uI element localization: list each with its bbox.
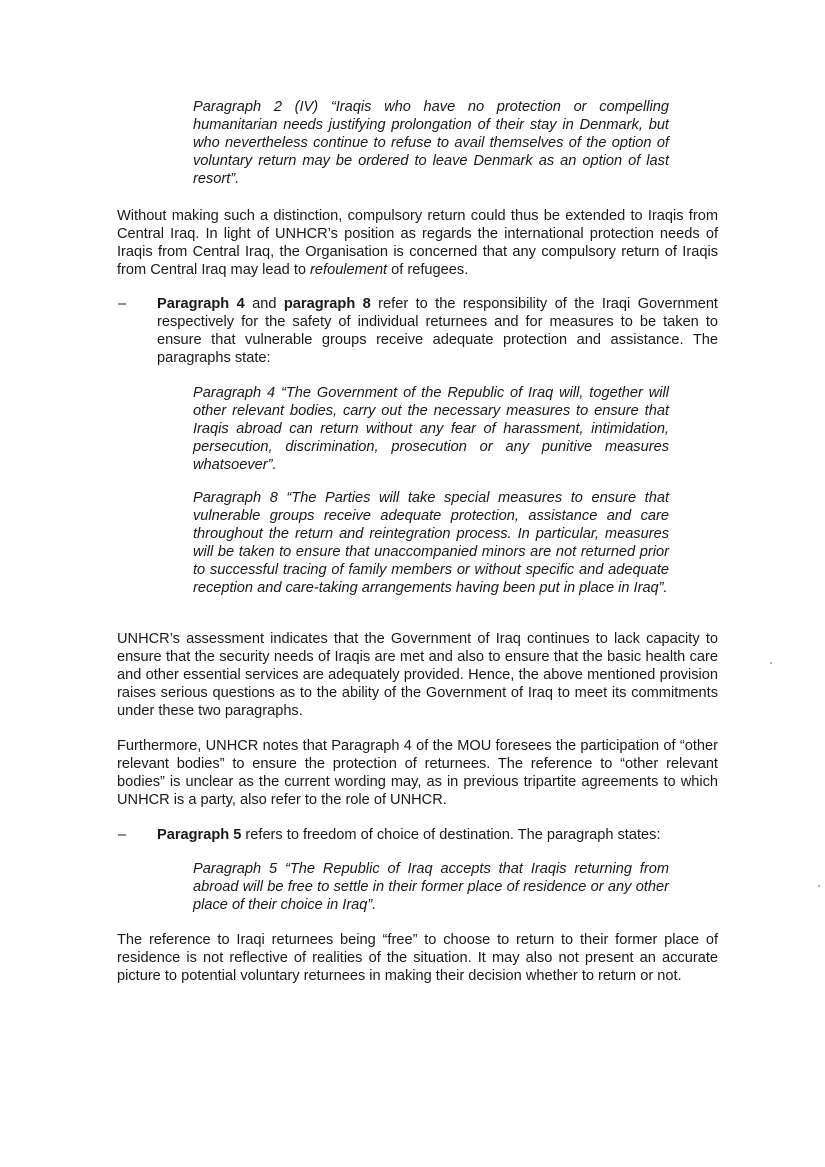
quote-paragraph-8: Paragraph 8 “The Parties will take special measures to ensure that vulnerable groups receive adequate protection, assistance and care throughout the return and reintegration process. In particular, measures will be taken to ensure that unaccompanied minors are not returned prior to successful tracing of family members or without specific and adequate reception and care-taking arrangements having been put in place in Iraq”. bbox=[193, 490, 669, 596]
bullet-2-text: refers to freedom of choice of destination. The paragraph states: bbox=[241, 827, 661, 843]
scan-speck bbox=[770, 662, 772, 664]
paragraph-assessment: UNHCR’s assessment indicates that the Government of Iraq continues to lack capacity to ensure that the security needs of Iraqis are met and also to ensure that the basic health care and other essential services are adequately provided. Hence, the above mentioned provision raises serious questions as to the ability of the Government of Iraq to meet its commitments under these two paragraphs. bbox=[117, 631, 718, 719]
bullet-dash-2: – bbox=[118, 827, 127, 843]
paragraph-distinction-text: Without making such a distinction, compulsory return could thus be extended to Iraqis from Central Iraq. In light of UNHCR’s position as regards the international protection needs of Iraqis from Central Iraq, the Organisation is concerned that any compulsory return of Iraqis from Central Iraq may lead to bbox=[117, 208, 718, 278]
bullet-dash-1: – bbox=[118, 296, 127, 312]
quote-paragraph-5: Paragraph 5 “The Republic of Iraq accepts that Iraqis returning from abroad will be free to settle in their former place of residence or any other place of their choice in Iraq”. bbox=[193, 861, 669, 913]
paragraph-free-choice: The reference to Iraqi returnees being “free” to choose to return to their former place of residence is not reflective of realities of the situation. It may also not present an accurate picture to potential voluntary returnees in making their decision whether to return or not. bbox=[117, 932, 718, 984]
quote-paragraph-2: Paragraph 2 (IV) “Iraqis who have no protection or compelling humanitarian needs justifying prolongation of their stay in Denmark, but who nevertheless continue to refuse to avail themselves of the option of voluntary return may be ordered to leave Denmark as an option of last resort”. bbox=[193, 99, 669, 187]
bold-paragraph-5: Paragraph 5 bbox=[157, 827, 242, 843]
paragraph-distinction bbox=[117, 207, 718, 279]
refoulement-term: refoulement bbox=[310, 262, 388, 278]
bullet-paragraph-4-8 bbox=[157, 295, 718, 367]
quote-paragraph-4: Paragraph 4 “The Government of the Republic of Iraq will, together will other relevant bodies, carry out the necessary measures to ensure that Iraqis abroad can return without any fear of harassment, intimidation, persecution, discrimination, prosecution or any punitive measures whatsoever”. bbox=[193, 385, 669, 473]
paragraph-furthermore: Furthermore, UNHCR notes that Paragraph 4 of the MOU foresees the participation of “other relevant bodies” to ensure the protection of returnees. The reference to “other relevant bodies” is unclear as the current wording may, as in previous tripartite agreements to which UNHCR is a party, also refer to the role of UNHCR. bbox=[117, 738, 718, 808]
bullet-1-and: and bbox=[244, 296, 284, 312]
bold-paragraph-4: Paragraph 4 bbox=[157, 296, 245, 312]
paragraph-distinction-end: of refugees. bbox=[387, 262, 469, 278]
bullet-1-text: refer to the responsibility of the Iraqi Government respectively for the safety of individual returnees and for measures to be taken to ensure that vulnerable groups receive adequate protection and assistance. The paragraphs state: bbox=[157, 296, 718, 366]
bold-paragraph-8: paragraph 8 bbox=[283, 296, 371, 312]
scan-speck bbox=[818, 885, 820, 887]
bullet-paragraph-5 bbox=[157, 826, 718, 844]
